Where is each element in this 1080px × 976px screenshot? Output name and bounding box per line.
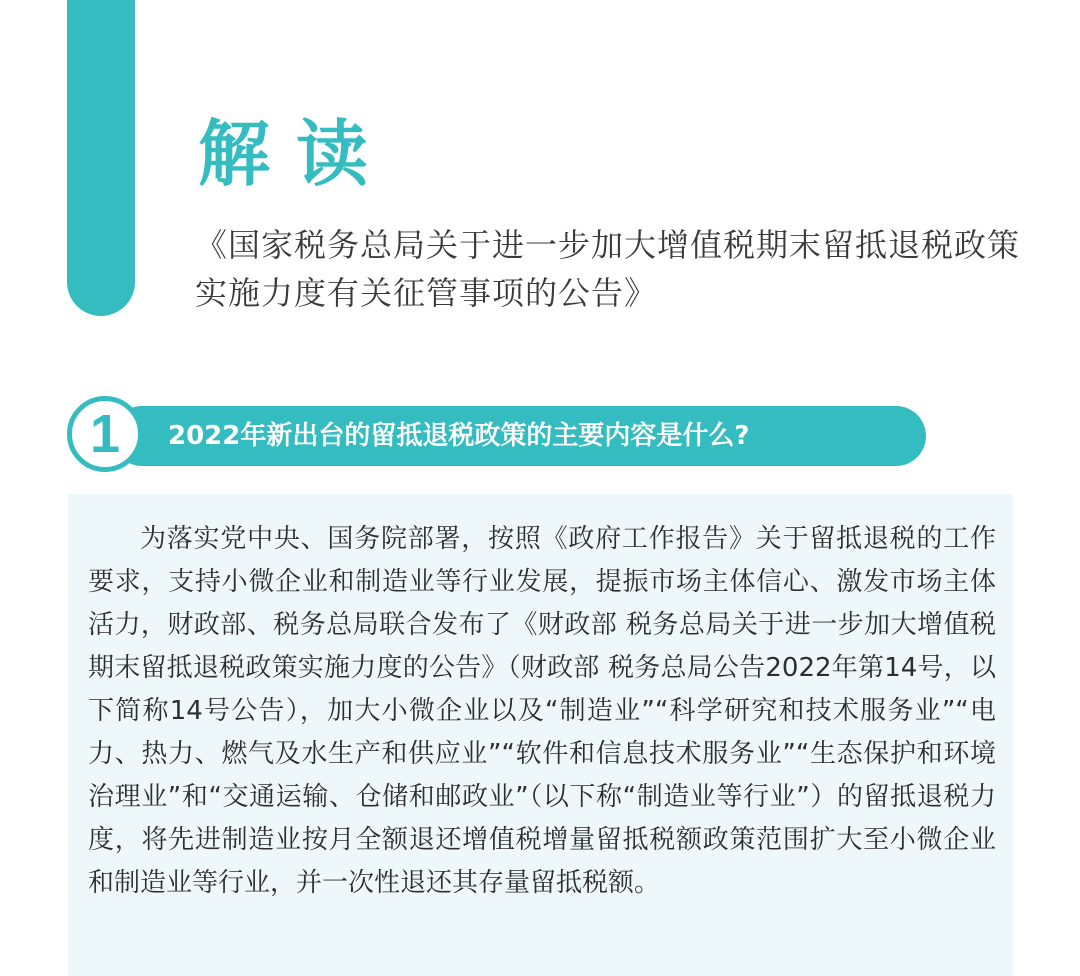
answer-text: 为落实党中央、国务院部署，按照《政府工作报告》关于留抵退税的工作要求，支持小微企业和制造业等行业发展，提振市场主体信心、激发市场主体活力，财政部、税务总局联合发布了《财政部 税务总局关于进一步加大增值税期末留抵退税政策实施力度的公告》（财政部 税务总局公告2022年第14号，以下简称14号公告），加大小微企业以及“制造业”“科学研究和技术服务业”“电力、热力、燃气及水生产和供应业”“软件和信息技术服务业”“生态保护和环境治理业”和“交通运输、仓储和邮政业”（以下称“制造业等行业”）的留抵退税力度，将先进制造业按月全额退还增值税增量留抵税额政策范围扩大至小微企业和制造业等行业，并一次性退还其存量留抵税额。 xyxy=(88,524,996,898)
section-number-badge xyxy=(67,396,143,472)
document-subtitle: 《国家税务总局关于进一步加大增值税期末留抵退税政策实施力度有关征管事项的公告》 xyxy=(195,226,1021,312)
accent-bar xyxy=(67,0,135,316)
question-text: 2022年新出台的留抵退税政策的主要内容是什么? xyxy=(168,421,750,451)
page-title: 解读 xyxy=(198,112,395,196)
section-number: 1 xyxy=(89,404,121,464)
